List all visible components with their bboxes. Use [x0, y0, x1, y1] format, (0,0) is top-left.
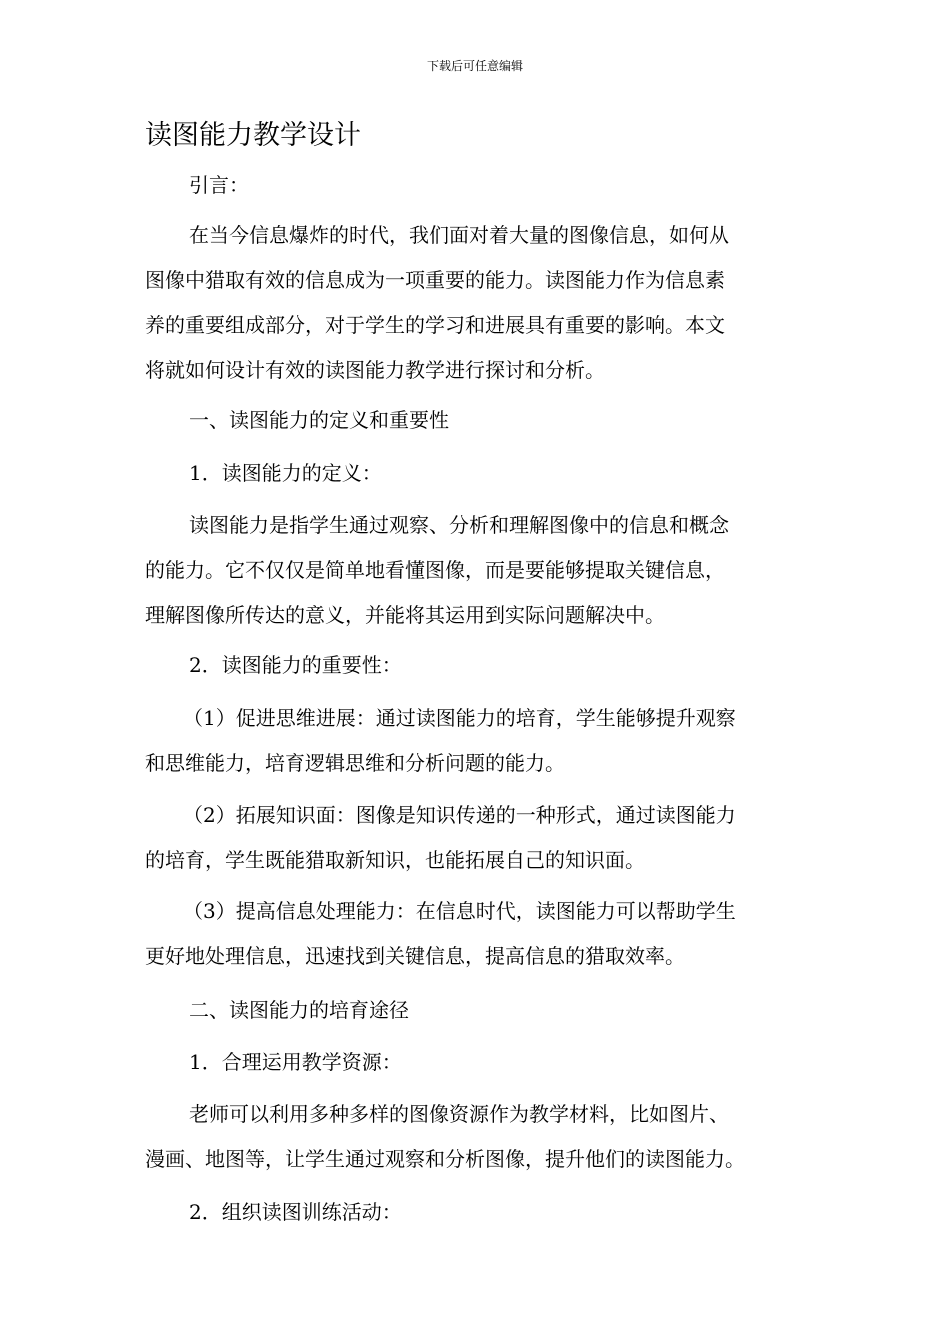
paragraph-line: （3）提高信息处理能力：在信息时代，读图能力可以帮助学生 [183, 899, 736, 923]
subheading-text: 2．组织读图训练活动： [189, 1200, 402, 1224]
subheading-text: 1．合理运用教学资源： [189, 1050, 402, 1074]
importance-point-1 [145, 696, 807, 786]
page-title: 读图能力教学设计 [145, 120, 361, 151]
heading-text: 二、读图能力的培育途径 [189, 998, 409, 1022]
paragraph-line: 的培育，学生既能猎取新知识，也能拓展自己的知识面。 [145, 848, 645, 872]
paragraph-line: 理解图像所传达的意义，并能将其运用到实际问题解决中。 [145, 603, 665, 627]
importance-point-3 [145, 889, 807, 979]
paragraph-line: 和思维能力，培育逻辑思维和分析问题的能力。 [145, 751, 565, 775]
definition-paragraph [145, 503, 807, 638]
resources-paragraph [145, 1092, 807, 1182]
section-1-sub-1 [145, 451, 807, 496]
paragraph-line: 读图能力是指学生通过观察、分析和理解图像中的信息和概念 [189, 513, 729, 537]
section-2-sub-2 [145, 1190, 807, 1235]
paragraph-line: （1）促进思维进展：通过读图能力的培育，学生能够提升观察 [183, 706, 736, 730]
paragraph-line: 养的重要组成部分，对于学生的学习和进展具有重要的影响。本文 [145, 313, 725, 337]
paragraph-line: 在当今信息爆炸的时代，我们面对着大量的图像信息，如何从 [189, 223, 729, 247]
paragraph-line: 将就如何设计有效的读图能力教学进行探讨和分析。 [145, 358, 605, 382]
section-2-sub-1 [145, 1040, 807, 1085]
subheading-text: 2．读图能力的重要性： [189, 653, 402, 677]
importance-point-2 [145, 793, 807, 883]
heading-text: 一、读图能力的定义和重要性 [189, 408, 449, 432]
section-2-heading [145, 988, 807, 1033]
intro-label-text: 引言： [189, 173, 249, 197]
paragraph-line: 更好地处理信息，迅速找到关键信息，提高信息的猎取效率。 [145, 944, 685, 968]
paragraph-line: 图像中猎取有效的信息成为一项重要的能力。读图能力作为信息素 [145, 268, 725, 292]
header-note: 下载后可任意编辑 [426, 59, 523, 73]
paragraph-line: 老师可以利用多种多样的图像资源作为教学材料，比如图片、 [189, 1102, 729, 1126]
intro-paragraph [145, 213, 807, 393]
paragraph-line: 漫画、地图等，让学生通过观察和分析图像，提升他们的读图能力。 [145, 1147, 745, 1171]
paragraph-line: 的能力。它不仅仅是简单地看懂图像，而是要能够提取关键信息， [145, 558, 725, 582]
intro-label [145, 163, 807, 208]
subheading-text: 1．读图能力的定义： [189, 461, 382, 485]
paragraph-line: （2）拓展知识面：图像是知识传递的一种形式，通过读图能力 [183, 803, 736, 827]
section-1-sub-2 [145, 643, 807, 688]
section-1-heading [145, 398, 807, 443]
